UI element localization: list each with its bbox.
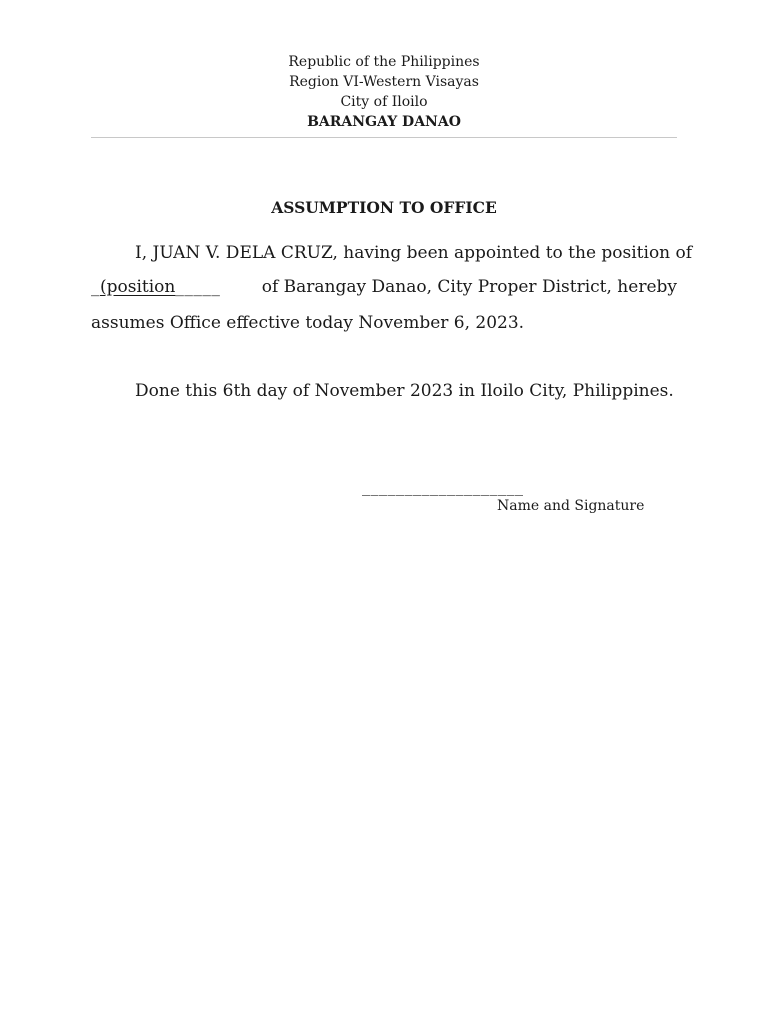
position-blank-suffix: _____ (175, 277, 221, 297)
body-line-2-text: of Barangay Danao, City Proper District, hereby (261, 277, 677, 297)
body-line-1-text: I, JUAN V. DELA CRUZ, having been appointed to the position of (135, 243, 693, 263)
position-blank-prefix: _ (91, 277, 100, 297)
header-divider (91, 137, 677, 138)
header-barangay: BARANGAY DANAO (307, 114, 461, 130)
document-title: ASSUMPTION TO OFFICE (271, 198, 497, 217)
header-republic: Republic of the Philippines (288, 54, 480, 70)
body-line-2 (91, 272, 677, 302)
letterhead (0, 52, 768, 132)
signature-label: Name and Signature (497, 498, 645, 514)
body-line-1 (91, 238, 693, 268)
done-statement: Done this 6th day of November 2023 in Iloilo City, Philippines. (135, 381, 674, 401)
position-placeholder: (position (100, 277, 176, 297)
body-line-3: assumes Office effective today November 6, 2023. (91, 313, 525, 333)
position-blank (91, 272, 220, 302)
header-region: Region VI-Western Visayas (289, 74, 479, 90)
header-city: City of Iloilo (340, 94, 428, 110)
signature-line: ___________________ (362, 477, 524, 496)
